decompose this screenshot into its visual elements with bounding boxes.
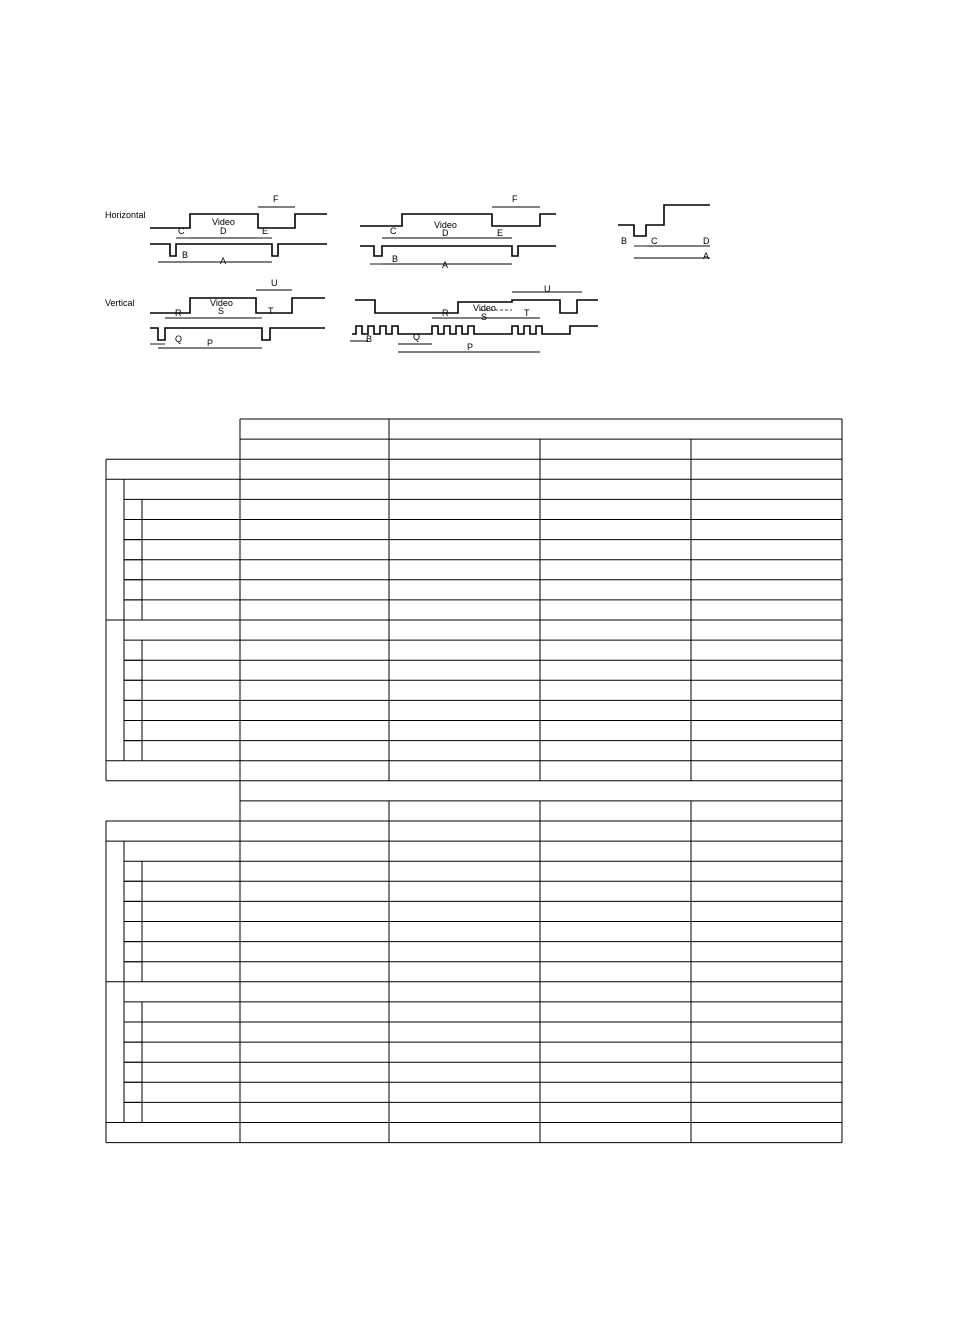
video-label: Video <box>210 298 233 308</box>
label-P: P <box>467 342 474 352</box>
label-E: E <box>497 228 504 238</box>
label-Q: Q <box>175 334 183 344</box>
label-U: U <box>544 284 551 294</box>
label-E: E <box>262 226 269 236</box>
label-A: A <box>442 260 449 270</box>
label-R: R <box>442 308 449 318</box>
label-B: B <box>182 250 189 260</box>
label-S: S <box>481 312 488 322</box>
label-T: T <box>524 308 530 318</box>
table-grid-lines <box>106 419 842 1143</box>
label-S: S <box>218 306 225 316</box>
row-label-horizontal: Horizontal <box>105 210 146 220</box>
video-label: Video <box>473 303 496 313</box>
label-B: B <box>392 254 399 264</box>
label-C: C <box>390 226 397 236</box>
label-D: D <box>220 226 227 236</box>
label-Q: Q <box>413 332 421 342</box>
video-label: Video <box>212 217 235 227</box>
label-F: F <box>273 194 279 204</box>
label-C: C <box>178 226 185 236</box>
label-D: D <box>442 228 449 238</box>
label-A: A <box>220 256 227 266</box>
label-P: P <box>207 338 214 348</box>
label-C: C <box>651 236 658 246</box>
label-R: R <box>175 308 182 318</box>
label-A: A <box>703 251 710 261</box>
label-F: F <box>512 194 518 204</box>
label-D: D <box>703 236 710 246</box>
label-T: T <box>268 306 274 316</box>
label-B: B <box>621 236 628 246</box>
video-label: Video <box>434 220 457 230</box>
label-B: B <box>366 334 373 344</box>
row-label-vertical: Vertical <box>105 298 135 308</box>
label-U: U <box>271 278 278 288</box>
